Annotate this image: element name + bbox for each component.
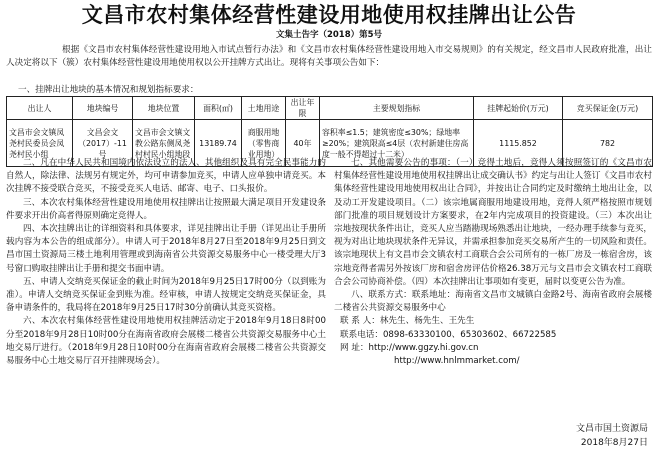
section-8: 八、联系方式：联系地址：海南省文昌市文城镇白金路2号、海南省政府会展楼二楼省公共资源交易服务中心 bbox=[334, 290, 652, 314]
section-1-heading: 一、挂牌出让地块的基本情况和规划指标要求： bbox=[18, 85, 199, 95]
table-header: 地块位置 bbox=[133, 97, 195, 120]
website-1: 网 址：http://www.ggzy.hi.gov.cn bbox=[340, 342, 479, 353]
cell-start-price: 1115.852 bbox=[474, 120, 563, 167]
right-column bbox=[334, 157, 652, 368]
contact-person: 联 系 人：林先生、杨先生、王先生 bbox=[340, 316, 475, 327]
cell-planning: 容积率≤1.5；建筑密度≤30%；绿地率≥20%；建筑限高≤4层（农村新建住房高度一般不得超过十二米） bbox=[320, 120, 474, 167]
document-number: 文集土告字（2018）第5号 bbox=[275, 30, 383, 40]
cell-location: 文昌市会文镇文教公路东侧凤尧村村民小组地段 bbox=[133, 120, 195, 167]
cell-deposit: 782 bbox=[563, 120, 653, 167]
signer: 文昌市国土资源局 bbox=[575, 424, 648, 434]
section-4: 四、本次挂牌出让的详细资料和具体要求，详见挂牌出让手册（详见出让手册所载内容为本公告的组成部分）。申请人可于2018年8月27日至2018年9月25日到文昌市国土资源局三楼土地利用管理或到海南省公共资源交易服务中心一楼受理大厅3号窗口购取挂牌出让手册和提交书面申请。 bbox=[6, 224, 326, 274]
table-header: 主要规划指标 bbox=[320, 97, 474, 120]
cell-parcel-id: 文昌会文（2017）-11号 bbox=[73, 120, 133, 167]
table-header: 竞买保证金(万元) bbox=[563, 97, 653, 120]
table-header: 土地用途 bbox=[242, 97, 286, 120]
page-title: 文昌市农村集体经营性建设用地使用权挂牌出让公告 bbox=[81, 3, 577, 27]
section-2: 二、凡在中华人民共和国境内依法设立的法人、其他组织及具有完全民事能力的自然人，除法律、法规另有规定外，均可申请参加竞买，申请人应单独申请竞买。本次挂牌不接受联合竞买，不接受竞买人电话、邮寄、电子、口头报价。 bbox=[6, 158, 326, 195]
website-2: http://www.hnlmmarket.com/ bbox=[394, 356, 520, 367]
table-header: 出让人 bbox=[7, 97, 73, 120]
section-7: 七、其他需要公告的事项：（一）竞得土地后，竞得人须按照签订的《文昌市农村集体经营性建设用地使用权挂牌出让成交确认书》约定与出让人签订《文昌市农村集体经营性建设用地使用权出让合同》，并按出让合同约定及时缴纳土地出让金，以及动工开发建设项目。（二）该宗地属商服用地建设用地，竞得人须严格按照市规划部门批准的项目规划设计方案要求，在2年内完成项目的投资建设。（三）本次出让宗地按现状条件出让，竞买人应当踏勘现场熟悉出让地块，一经办理手续参与竞买，视为对出让地块现状条件无异议，并需承担参加竞买交易所产生的一切风险和责任。该宗地现状上有文昌市会文镇农村工商联合会公司所有的一栋厂房及一栋宿舍房，该宗地竞得者需另外按该厂房和宿舍房评估价格26.38万元与文昌市会文镇农村工商联合会公司协商补偿。（四）本次挂牌出让事项如有变更，届时以变更公告为准。 bbox=[334, 158, 652, 287]
contact-phone: 联系电话：0898-63330100、65303602、66722585 bbox=[340, 329, 557, 340]
cell-area: 13189.74 bbox=[195, 120, 242, 167]
intro-paragraph: 根据《文昌市农村集体经营性建设用地入市试点暂行办法》和《文昌市农村集体经营性建设用地入市交易规则》的有关规定，经文昌市人民政府批准，出让人决定将以下（簇）农村集体经营性建设用地使用权以公开挂牌方式出让。现将有关事项公告如下： bbox=[6, 45, 652, 69]
cell-use: 商服用地（零售商业用地） bbox=[242, 120, 286, 167]
section-5: 五、申请人交纳竞买保证金的截止时间为2018年9月25日17时00分（以到账为准）。申请人交纳竞买保证金到账为准。经审核，申请人按规定交纳竞买保证金，具备申请条件的，我局将在2018年9月25日17时30分前确认其竞买资格。 bbox=[6, 276, 326, 314]
table-header: 地块编号 bbox=[73, 97, 133, 120]
table-header: 面积(㎡) bbox=[195, 97, 242, 120]
cell-seller: 文昌市会文镇凤尧村民委员会凤尧村民小组 bbox=[7, 120, 73, 167]
cell-years: 40年 bbox=[286, 120, 320, 167]
section-6: 六、本次农村集体经营性建设用地使用权挂牌活动定于2018年9月18日8时00分至2018年9月28日10时00分在海南省政府会展楼二楼省公共资源交易服务中心土地交易厅进行。（2018年9月28日10时00分在海南省政府会展楼二楼省公共资源交易服务中心土地交易厅召开挂牌现场会）。 bbox=[6, 316, 326, 367]
left-column bbox=[6, 157, 326, 368]
table-header: 出让年限 bbox=[286, 97, 320, 120]
section-3: 三、本次农村集体经营性建设用地使用权挂牌出让按照最大满足项目开发建设条件要求开出价高者得原则确定竞得人。 bbox=[6, 197, 326, 221]
issue-date: 2018年8月27日 bbox=[580, 438, 648, 448]
table-header: 挂牌起始价(万元) bbox=[474, 97, 563, 120]
table-header-row bbox=[7, 97, 653, 120]
